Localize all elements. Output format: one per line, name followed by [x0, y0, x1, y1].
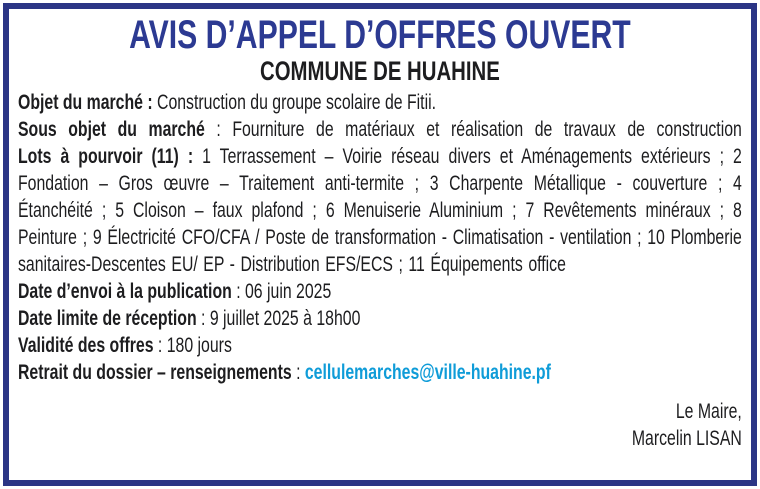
field-date-envoi-value: : 06 juin 2025 — [231, 280, 332, 303]
field-lots-label: Lots à pourvoir (11) : — [18, 145, 194, 168]
field-date-limite-label: Date limite de réception — [18, 307, 197, 330]
signature-name: Marcelin LISAN — [631, 427, 742, 450]
notice-frame — [3, 3, 757, 486]
field-validite-label: Validité des offres — [18, 334, 154, 357]
field-objet-label: Objet du marché : — [18, 91, 153, 114]
contact-email-link[interactable]: cellulemarches@ville-huahine.pf — [304, 361, 551, 384]
field-objet-value: Construction du groupe scolaire de Fitii. — [152, 91, 437, 114]
field-retrait — [18, 359, 742, 386]
field-lots — [18, 143, 742, 278]
field-lots-value: 1 Terrassement – Voirie réseau divers et Aménagements extérieurs ; 2 Fondation – Gros œuvre – Traitement anti-termite ; 3 Charpente Métallique - couverture ; 4 Étanchéité ; 5 Cloison – faux plafond ; 6 Menuiserie Aluminium ; 7 Revêtements minéraux ; 8 Peinture ; 9 Électricité CFO/CFA / Poste de transformation - Climatisation - ventilation ; 10 Plomberie sanitaires-Descentes EU/ EP - Distribution EFS/ECS ; 11 Équipements office — [18, 145, 742, 276]
notice-body — [18, 89, 742, 386]
field-sous-objet-label: Sous objet du marché — [18, 118, 205, 141]
notice-content — [18, 14, 742, 452]
signature-block — [18, 398, 742, 452]
notice-subtitle: COMMUNE DE HUAHINE — [260, 56, 500, 86]
field-date-limite-value: : 9 juillet 2025 à 18h00 — [196, 307, 361, 330]
field-validite — [18, 332, 742, 359]
notice-title: AVIS D’APPEL D’OFFRES OUVERT — [129, 13, 631, 57]
field-objet-du-marche — [18, 89, 742, 116]
field-sous-objet-value: : Fourniture de matériaux et réalisation de travaux de construction — [204, 118, 742, 141]
field-date-envoi — [18, 278, 742, 305]
signature-role: Le Maire, — [675, 400, 742, 423]
field-sous-objet — [18, 116, 742, 143]
field-validite-value: : 180 jours — [153, 334, 232, 357]
field-retrait-label: Retrait du dossier – renseignements — [18, 361, 292, 384]
field-date-limite — [18, 305, 742, 332]
field-retrait-separator: : — [291, 361, 305, 384]
field-date-envoi-label: Date d’envoi à la publication — [18, 280, 232, 303]
